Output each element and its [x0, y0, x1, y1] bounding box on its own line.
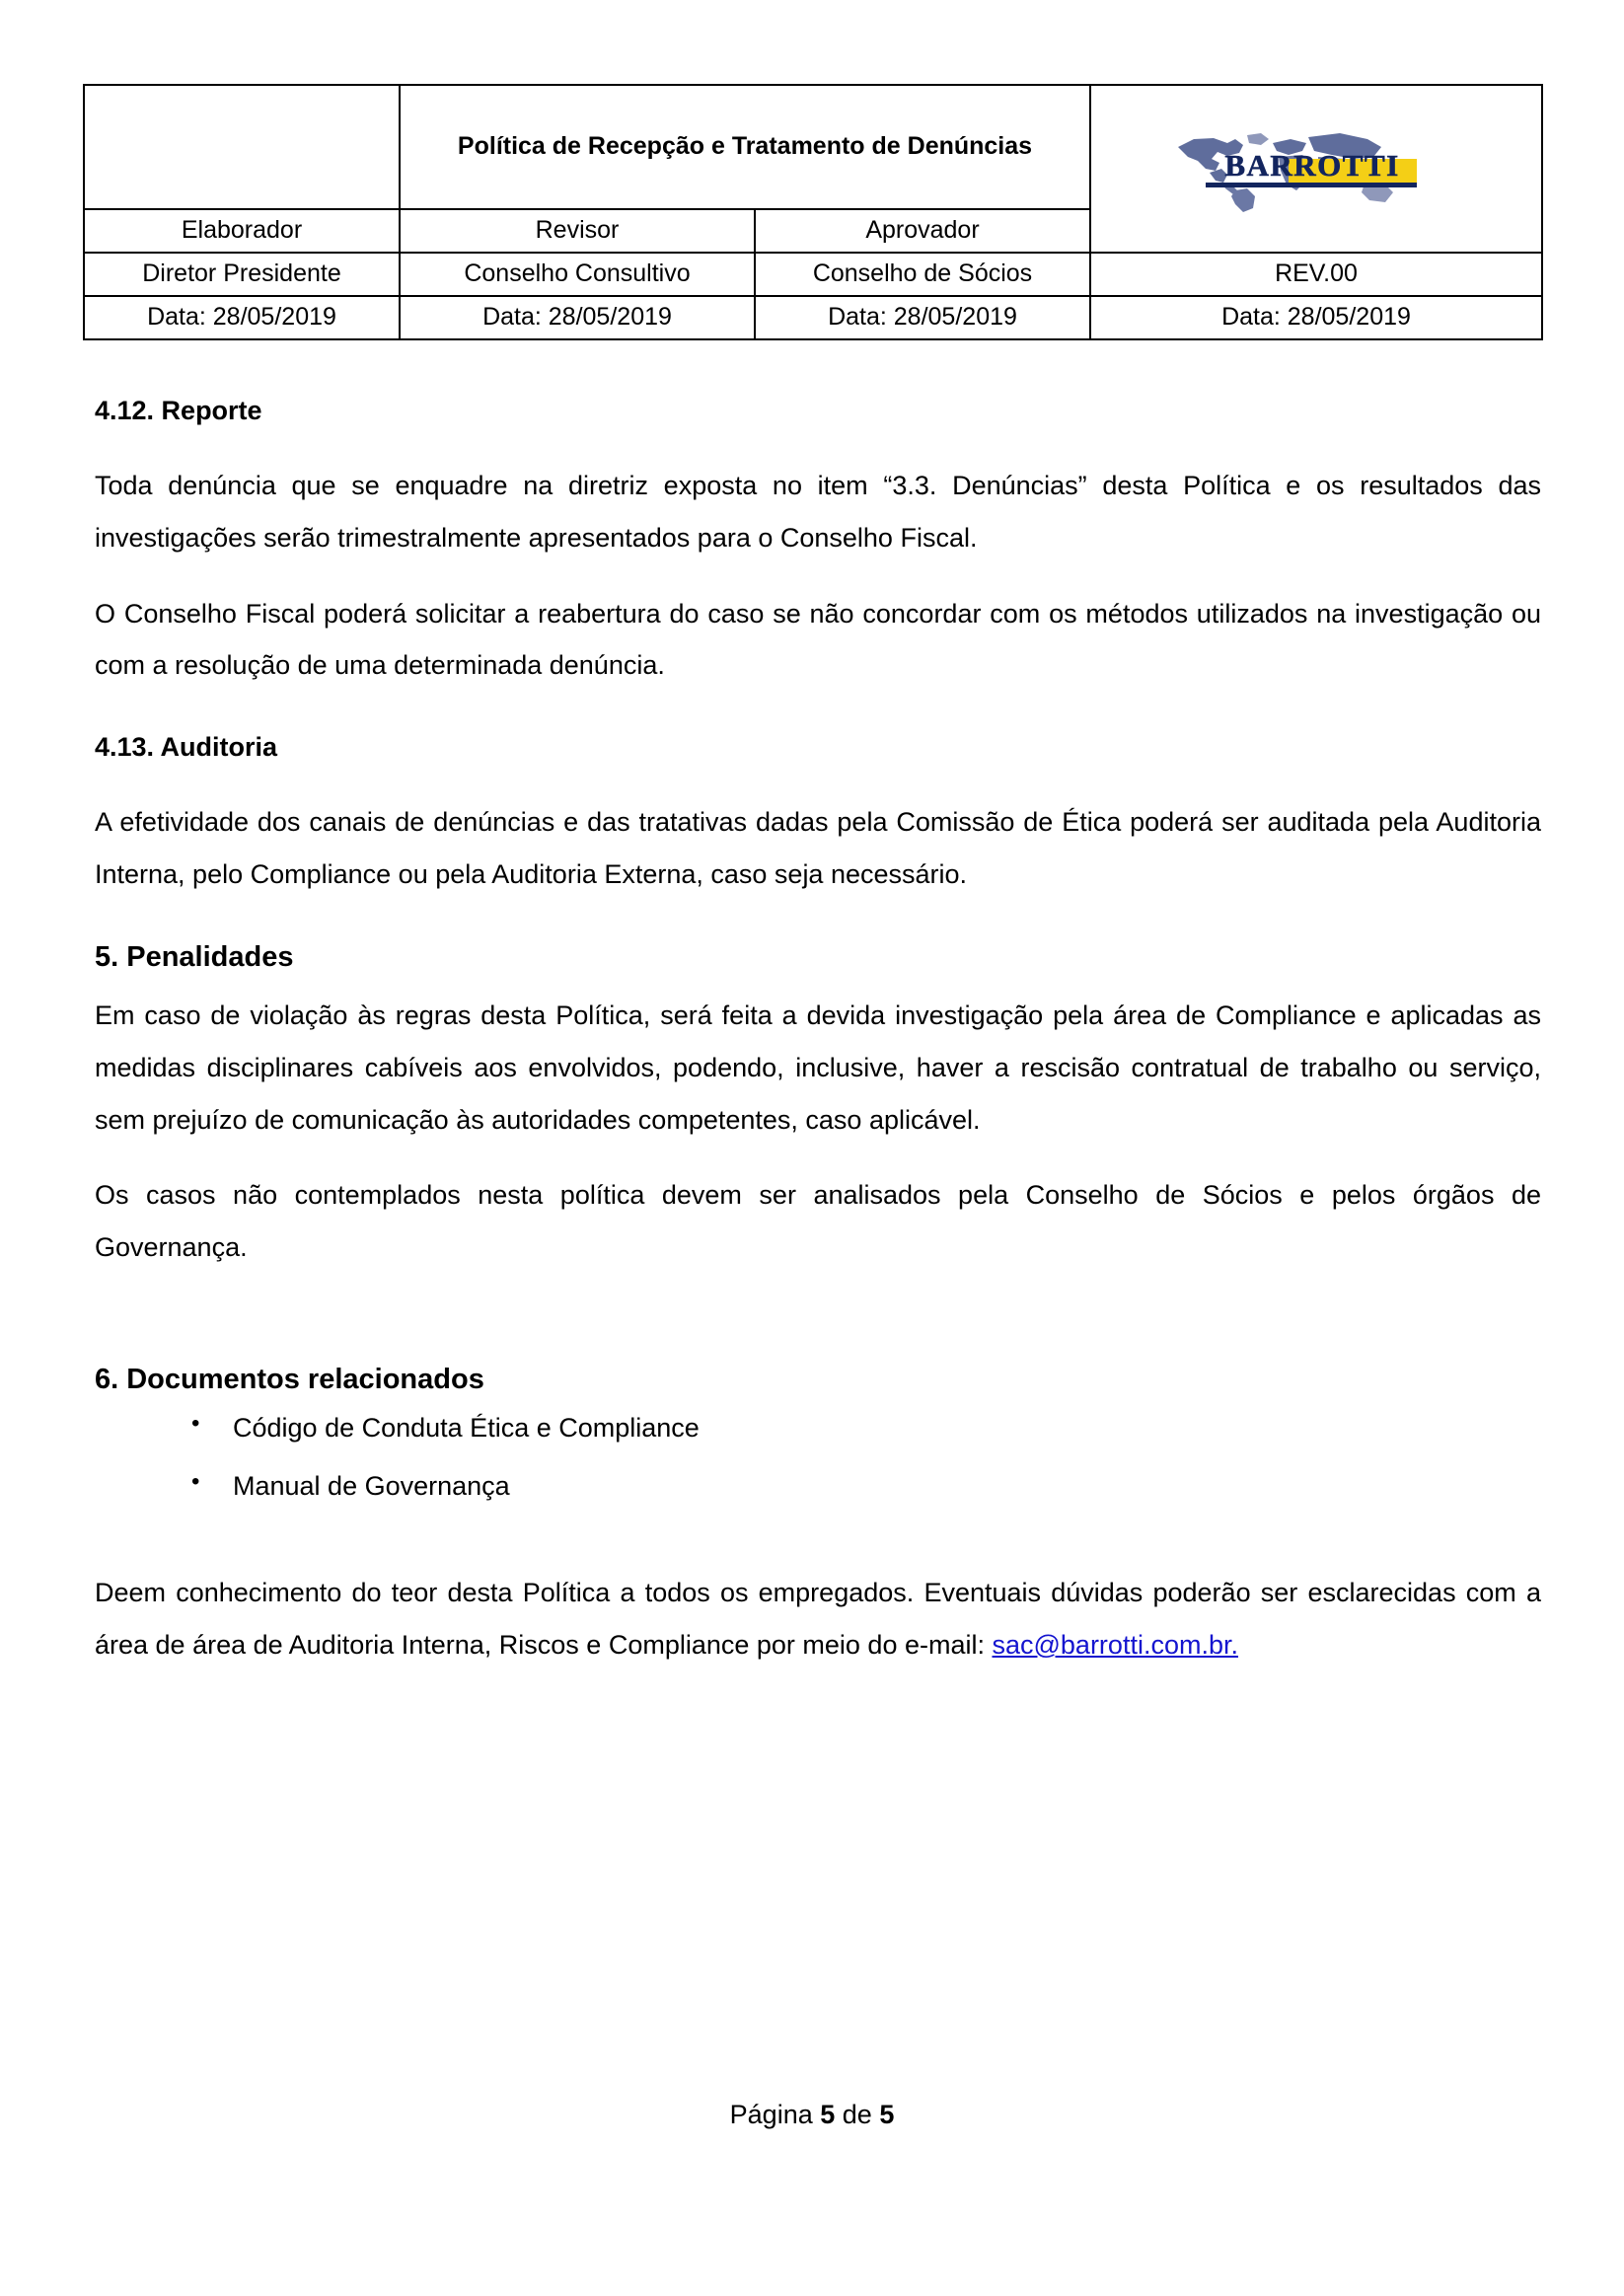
paragraph-reporte-1: Toda denúncia que se enquadre na diretriz exposta no item “3.3. Denúncias” desta Política e os resultados das investigações serão trimestralmente apresentados para o Conselho Fiscal. — [95, 471, 1541, 554]
role-person-elaborador: Diretor Presidente — [84, 253, 400, 296]
paragraph-penalidades-1: Em caso de violação às regras desta Política, será feita a devida investigação pela área de Compliance e aplicadas as medidas disciplinares cabíveis aos envolvidos, podendo, inclusive, haver a rescisão contratual de trabalho ou serviço, sem prejuízo de comunicação às autoridades competentes, caso aplicável. — [95, 1000, 1541, 1135]
header-dates-row — [84, 296, 1542, 339]
list-item — [95, 1412, 1541, 1444]
page-footer — [0, 2100, 1624, 2130]
logo-underbar — [1206, 183, 1417, 187]
paragraph-closing — [95, 1567, 1541, 1670]
role-date-elaborador: Data: 28/05/2019 — [84, 296, 400, 339]
footer-total-pages: 5 — [879, 2100, 895, 2129]
heading-4-13-auditoria: 4.13. Auditoria — [95, 731, 278, 762]
paragraph-penalidades-2: Os casos não contemplados nesta política devem ser analisados pela Conselho de Sócios e pelos órgãos de Governança. — [95, 1180, 1541, 1262]
role-date-revisor: Data: 28/05/2019 — [400, 296, 755, 339]
revision-label: REV.00 — [1090, 253, 1542, 296]
header-blank-cell — [84, 85, 400, 209]
spacer — [95, 1297, 1541, 1363]
role-label-elaborador: Elaborador — [84, 209, 400, 253]
footer-prefix: Página — [729, 2100, 821, 2129]
spacer — [95, 1527, 1541, 1567]
bullet-icon: • — [191, 1410, 200, 1438]
heading-6-documentos-relacionados: 6. Documentos relacionados — [95, 1363, 484, 1395]
bullet-icon: • — [191, 1467, 200, 1495]
header-title-row — [84, 85, 1542, 209]
role-person-revisor: Conselho Consultivo — [400, 253, 755, 296]
list-item-label: Código de Conduta Ética e Compliance — [233, 1413, 700, 1444]
list-item — [95, 1467, 1541, 1502]
role-label-revisor: Revisor — [400, 209, 755, 253]
role-label-aprovador: Aprovador — [755, 209, 1090, 253]
spacer — [95, 715, 1541, 731]
document-title: Política de Recepção e Tratamento de Denúncias — [400, 85, 1090, 209]
related-documents-list — [95, 1412, 1541, 1502]
paragraph-reporte-2: O Conselho Fiscal poderá solicitar a reabertura do caso se não concordar com os métodos utilizados na investigação ou com a resolução de uma determinada denúncia. — [95, 598, 1541, 681]
list-item-label: Manual de Governança — [233, 1470, 510, 1501]
document-header-table — [83, 84, 1543, 340]
heading-4-12-reporte: 4.12. Reporte — [95, 396, 262, 425]
email-link[interactable]: sac@barrotti.com.br. — [992, 1629, 1238, 1660]
document-body — [95, 395, 1541, 1694]
paragraph-auditoria-1: A efetividade dos canais de denúncias e das tratativas dadas pela Comissão de Ética poderá ser auditada pela Auditoria Interna, pelo Compliance ou pela Auditoria Externa, caso seja necessário. — [95, 807, 1541, 889]
heading-5-penalidades: 5. Penalidades — [95, 940, 294, 973]
barrotti-logo — [1168, 121, 1464, 216]
logo-wordmark: BARROTTI — [1224, 148, 1400, 183]
header-role-people-row — [84, 253, 1542, 296]
spacer — [95, 925, 1541, 940]
footer-current-page: 5 — [820, 2100, 836, 2129]
role-date-aprovador: Data: 28/05/2019 — [755, 296, 1090, 339]
footer-middle: de — [835, 2100, 880, 2129]
role-person-aprovador: Conselho de Sócios — [755, 253, 1090, 296]
logo-cell — [1090, 85, 1542, 253]
closing-text: Deem conhecimento do teor desta Política a todos os empregados. Eventuais dúvidas poderão ser esclarecidas com a área de área de Auditoria Interna, Riscos e Compliance por meio do e-mail: — [95, 1578, 1541, 1660]
revision-date: Data: 28/05/2019 — [1090, 296, 1542, 339]
